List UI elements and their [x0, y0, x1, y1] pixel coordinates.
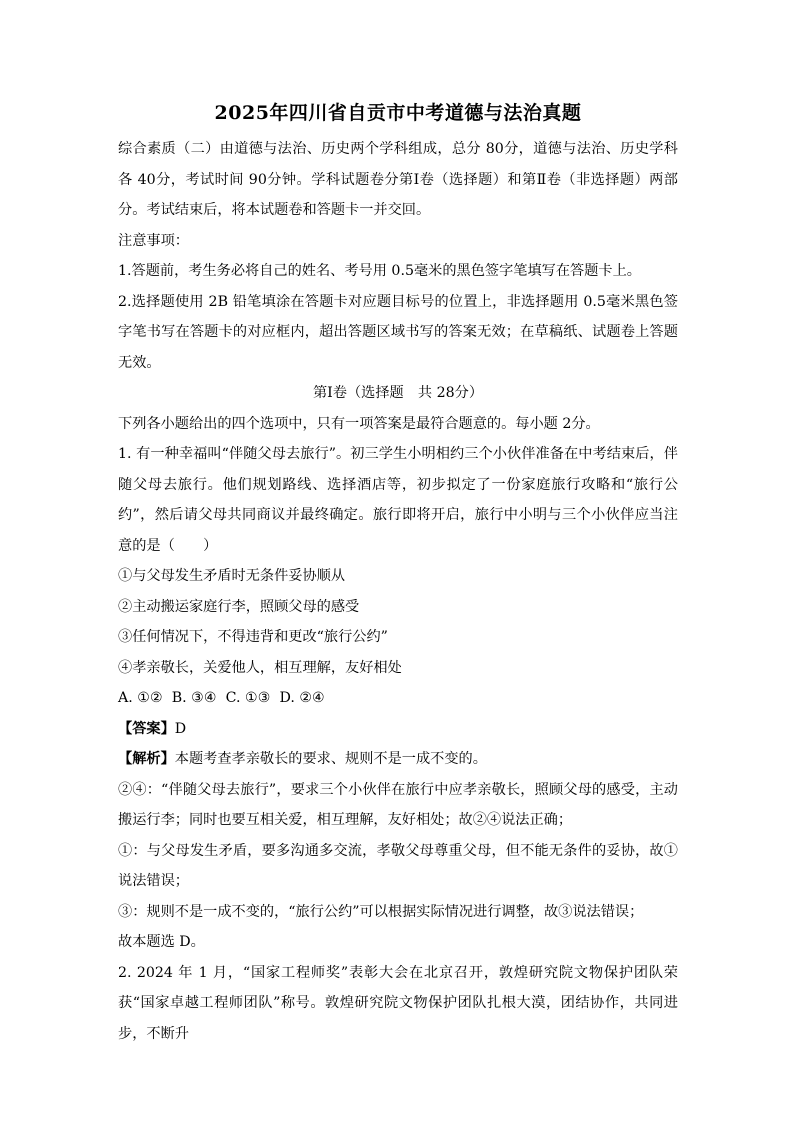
intro-paragraph: 综合素质（二）由道德与法治、历史两个学科组成，总分 80分，道德与法治、历史学科各 40分，考试时间 90分钟。学科试题卷分第Ⅰ卷（选择题）和第Ⅱ卷（非选择题）两部分。考试结束后，将本试题卷和答题卡一并交回。: [118, 141, 678, 218]
question-2-stem: 2. 2024 年 1 月，“国家工程师奖”表彰大会在北京召开，敦煌研究院文物保护团队荣获“国家卓越工程师团队”称号。敦煌研究院文物保护团队扎根大漠，团结协作，共同进步，不断升: [118, 964, 678, 1042]
page-title: 2025年四川省自贡市中考道德与法治真题: [214, 102, 582, 124]
analysis-tag: 【解析】: [118, 751, 175, 767]
question-1-stem: 1. 有一种幸福叫“伴随父母去旅行”。初三学生小明相约三个小伙伴准备在中考结束后，伴随父母去旅行。他们规划路线、选择酒店等，初步拟定了一份家庭旅行攻略和“旅行公约”，然后请父母共同商议并最终确定。旅行即将开启，旅行中小明与三个小伙伴应当注意的是（ ）: [118, 446, 678, 554]
notes-heading: 注意事项：: [118, 232, 189, 249]
question-1-item-3: ③任何情况下，不得违背和更改“旅行公约”: [118, 629, 388, 645]
section-instruction: 下列各小题给出的四个选项中，只有一项答案是最符合题意的。每小题 2分。: [118, 415, 600, 432]
question-1-analysis: [118, 744, 678, 775]
question-1-item-4: ④孝亲敬长，关爱他人，相互理解，友好相处: [118, 659, 402, 676]
answer-value: D: [174, 720, 187, 737]
analysis-text: 本题考查孝亲敬长的要求、规则不是一成不变的。: [174, 751, 487, 767]
question-1-answer: [118, 714, 678, 745]
question-1-item-2: ②主动搬运家庭行李，照顾父母的感受: [118, 598, 360, 615]
question-1-conclusion: 故本题选 D。: [118, 934, 205, 950]
note-item-2: 2.选择题使用 2B 铅笔填涂在答题卡对应题目标号的位置上，非选择题用 0.5毫米黑色签字笔书写在答题卡的对应框内，超出答题区域书写的答案无效；在草稿纸、试题卷上答题无效。: [118, 293, 678, 371]
document-page: [118, 100, 678, 1049]
question-1-item-1: ①与父母发生矛盾时无条件妥协顺从: [118, 568, 346, 584]
question-1-explanation-2: ①：与父母发生矛盾，要多沟通多交流，孝敬父母尊重父母，但不能无条件的妥协，故①说法错误；: [118, 842, 678, 889]
note-item-1: 1.答题前，考生务必将自己的姓名、考号用 0.5毫米的黑色签字笔填写在答题卡上。: [118, 263, 641, 279]
question-1-explanation-1: ②④：“伴随父母去旅行”，要求三个小伙伴在旅行中应孝亲敬长，照顾父母的感受，主动搬运行李；同时也要互相关爱，相互理解，友好相处；故②④说法正确；: [118, 781, 678, 828]
question-1-options: A. ①② B. ③④ C. ①③ D. ②④: [118, 690, 325, 706]
question-1-explanation-3: ③：规则不是一成不变的，“旅行公约”可以根据实际情况进行调整，故③说法错误；: [118, 903, 644, 920]
section-title: 第Ⅰ卷（选择题 共 28分）: [312, 385, 484, 401]
answer-tag: 【答案】: [118, 720, 175, 737]
